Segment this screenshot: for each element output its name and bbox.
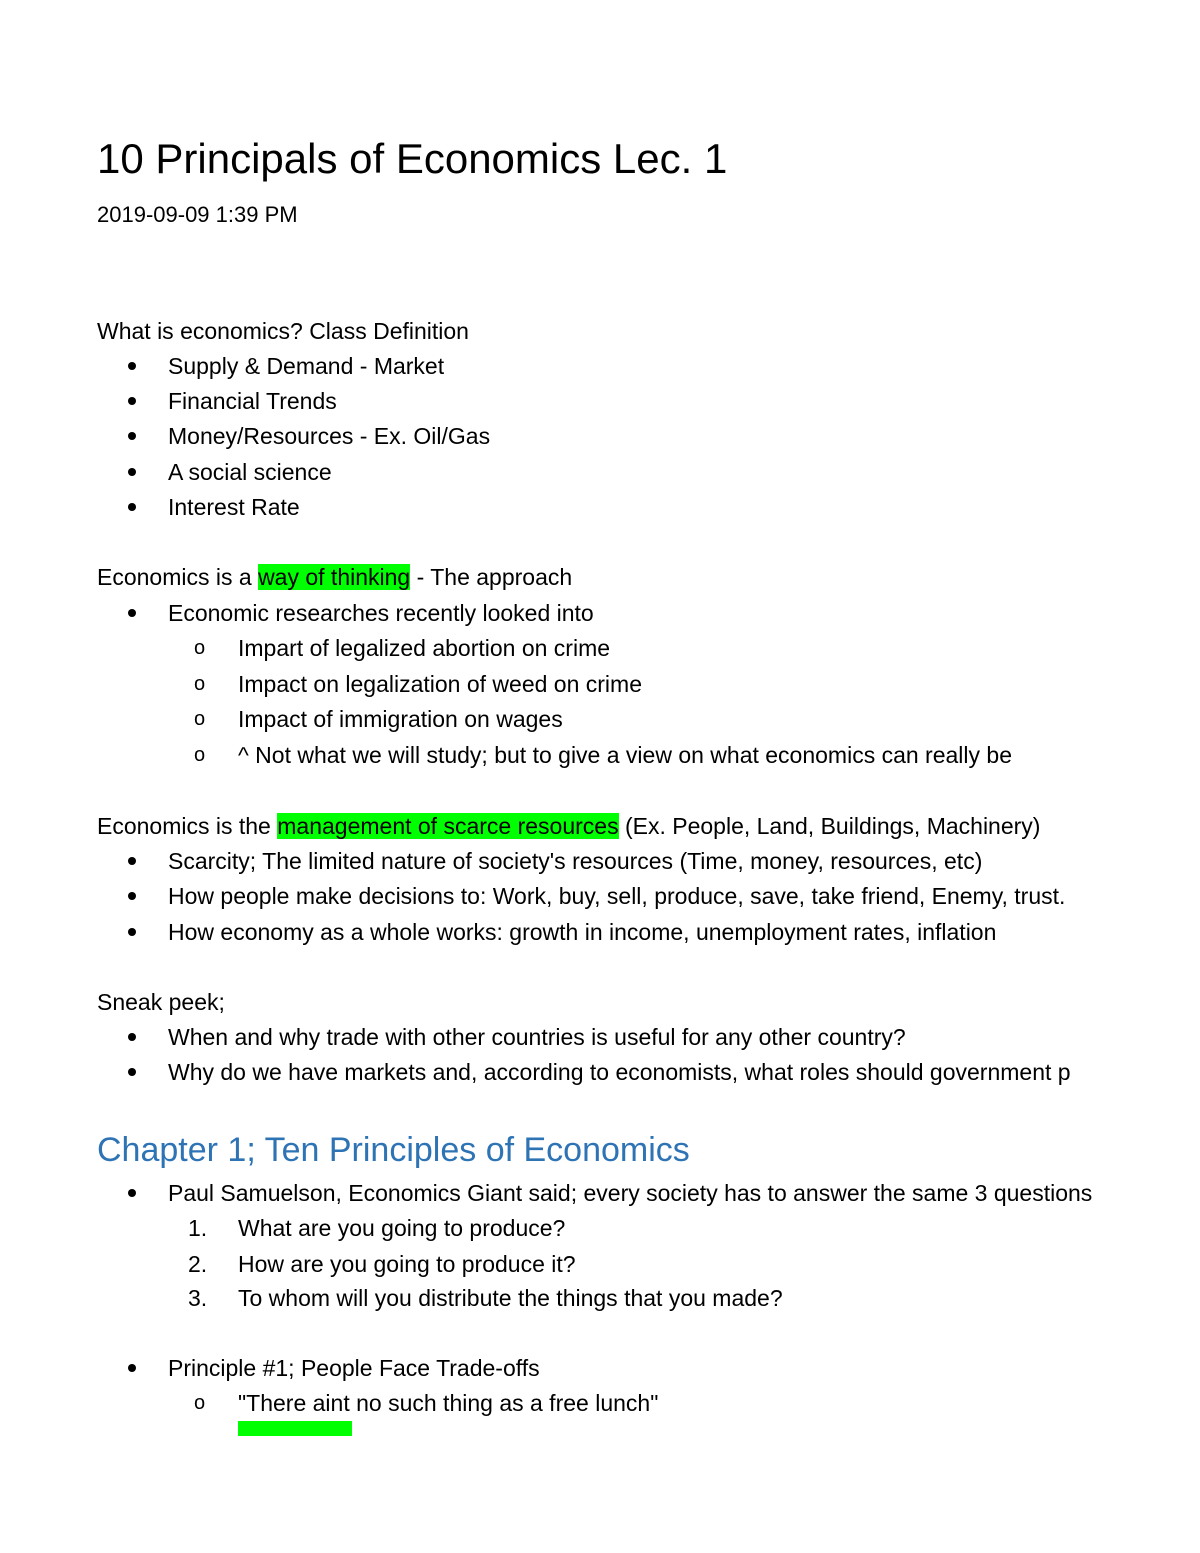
section-heading-definition: What is economics? Class Definition [97,318,469,344]
bullet-icon [128,1033,136,1041]
cut-off-highlight [238,1421,352,1436]
sub-list-item: o Impact on legalization of weed on crime [238,668,642,700]
bullet-icon [128,432,136,440]
bullet-icon [128,1364,136,1372]
numbered-item: 3. To whom will you distribute the things that you made? [238,1282,783,1314]
numbered-item: 2. How are you going to produce it? [238,1248,576,1280]
list-item: Interest Rate [168,491,300,523]
hollow-bullet-icon: o [194,744,206,766]
hollow-bullet-icon: o [194,1392,206,1414]
list-item: Money/Resources - Ex. Oil/Gas [168,420,490,452]
bullet-icon [128,1189,136,1197]
list-item: Financial Trends [168,385,337,417]
numbered-item: 1. What are you going to produce? [238,1212,565,1244]
sub-list-item: o "There aint no such thing as a free lunch" [238,1387,658,1419]
list-number: 3. [188,1285,208,1311]
bullet-icon [128,362,136,370]
list-item: Supply & Demand - Market [168,350,444,382]
bullet-icon [128,892,136,900]
list-item: How economy as a whole works: growth in income, unemployment rates, inflation [168,916,996,948]
bullet-icon [128,397,136,405]
sub-list-item: o ^ Not what we will study; but to give a view on what economics can really be [238,739,1012,771]
section-heading-way-of-thinking: Economics is a way of thinking - The approach [97,564,573,590]
sub-list-item: o Impact of immigration on wages [238,703,563,735]
list-number: 1. [188,1215,208,1241]
list-item: When and why trade with other countries is useful for any other country? [168,1021,906,1053]
hollow-bullet-icon: o [194,637,206,659]
bullet-icon [128,468,136,476]
chapter-heading: Chapter 1; Ten Principles of Economics [97,1131,690,1169]
list-item: Principle #1; People Face Trade-offs [168,1352,540,1384]
bullet-icon [128,1068,136,1076]
bullet-icon [128,503,136,511]
highlighted-text: way of thinking [258,564,411,590]
list-item: Paul Samuelson, Economics Giant said; every society has to answer the same 3 questions [168,1177,1092,1209]
list-number: 2. [188,1251,208,1277]
sub-list-item: o Impart of legalized abortion on crime [238,632,610,664]
list-item: How people make decisions to: Work, buy, sell, produce, save, take friend, Enemy, trust. [168,880,1065,912]
list-item: Why do we have markets and, according to economists, what roles should government p [168,1056,1071,1088]
section-heading-sneak-peek: Sneak peek; [97,989,225,1015]
list-item: Scarcity; The limited nature of society's resources (Time, money, resources, etc) [168,845,982,877]
section-heading-scarce-resources: Economics is the management of scarce resources (Ex. People, Land, Buildings, Machinery) [97,813,1041,839]
list-item: Economic researches recently looked into [168,597,594,629]
bullet-icon [128,928,136,936]
hollow-bullet-icon: o [194,673,206,695]
list-item: A social science [168,456,332,488]
document-content [97,0,1200,1436]
timestamp: 2019-09-09 1:39 PM [97,202,298,227]
highlighted-text: management of scarce resources [277,813,619,839]
hollow-bullet-icon: o [194,708,206,730]
bullet-icon [128,609,136,617]
page-title: 10 Principals of Economics Lec. 1 [97,135,728,182]
bullet-icon [128,857,136,865]
